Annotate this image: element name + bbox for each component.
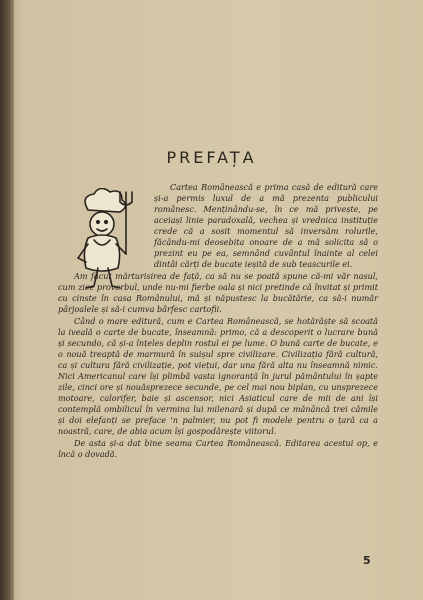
paragraph: Cartea Românească e prima casă de editură care și-a permis luxul de a mă prezenta publicului românesc. Menținându-se, în ce mă privește, pe aceiași linie paradoxală, vechea și vrednica instituție crede că a sosit momentul să inversăm rolurile, făcându-mi deosebita onoare de a mă solicita să o prezint eu pe ea, semnând cuvântul înainte al celei dintâi cărți de bucate ieșită de sub teascurile ei.	[154, 182, 378, 269]
page-title: PREFAȚA	[166, 148, 257, 167]
paragraph: Când o mare editură, cum e Cartea Românească, se hotărăște să scoată la iveală o carte de bucate, înseamnă: primo, că a descoperit o lucrare bună și secundo, că și-a înțeles deplin rostul ei pe lume. O bună carte de bucate, e o nouă treaptă de marmură în suișul spre civilizare. Civilizația fără cultură, ca și cultura fără civilizație, pot viețui, dar una fără alta nu înseamnă nimic. Nici Americanul care își plimbă vasta ignoranță în jurul pământului în șapte zile, cinci ore și nouăsprezece secunde, pe cel mai nou biplan, cu unsprezece motoare, calorifer, baie și ascensor, nici Asiaticul care de mii de ani își contemplă ombilicul în vermina lui milenară și după ce mănâncă trei cămile și doi elefanți se preface 'n palmier, nu pot fi modele pentru o țară ca a noastră, care, de abia acum își gospodărește viitorul.	[58, 316, 378, 436]
paragraph: De asta și-a dat bine seama Cartea Românească. Editarea acestui op, e încă o dovadă.	[58, 438, 378, 459]
paragraph: Am făcut mărturisirea de față, ca să nu se poată spune că-mi văr nasul, cum zice proverbul, unde nu-mi fierbe oala și nici pretinde că învitat și primit cu cinste în casa Românului, mă și năpustesc la bucătărie, ca să-i număr pârjoalele și să-i cumva bârfesc cartofii.	[58, 271, 378, 314]
preface-text	[58, 182, 378, 461]
book-spine	[0, 0, 14, 600]
page-number: 5	[363, 554, 371, 567]
